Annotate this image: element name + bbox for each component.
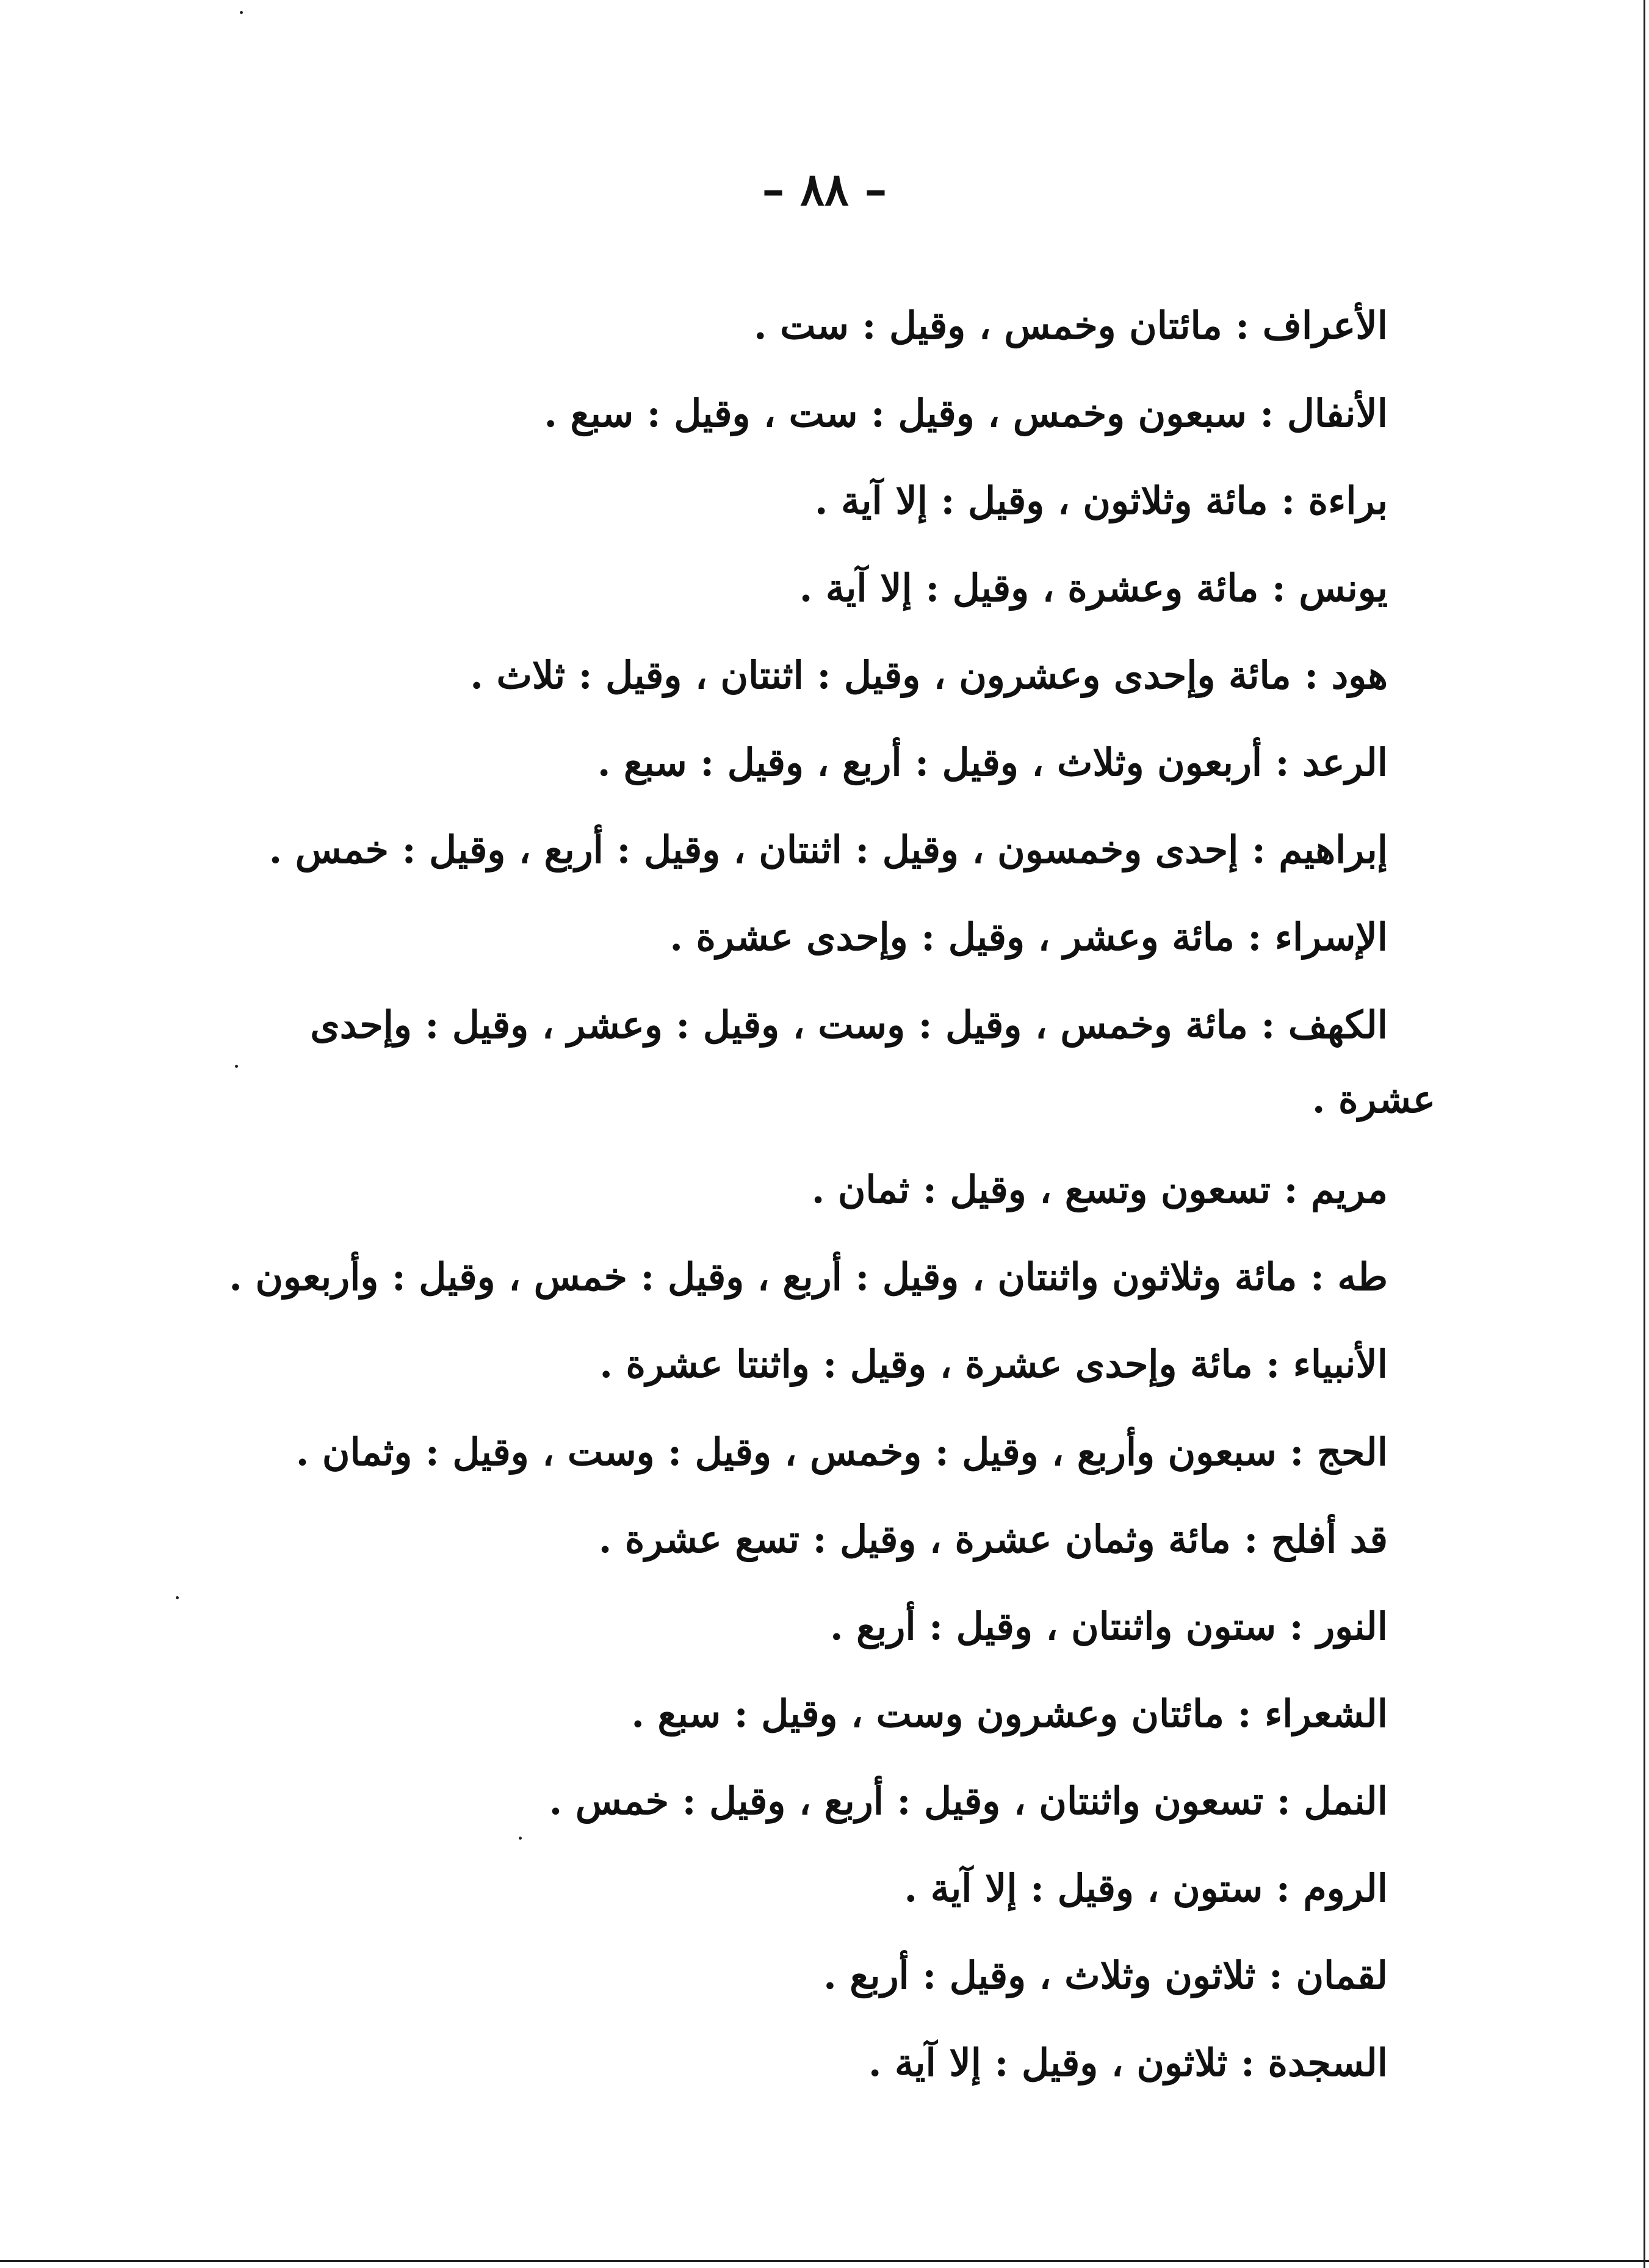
text-line: قد أفلح : مائة وثمان عشرة ، وقيل : تسع عشرة . <box>598 1517 1388 1561</box>
text-line: الأعراف : مائتان وخمس ، وقيل : ست . <box>753 303 1388 348</box>
text-line: لقمان : ثلاثون وثلاث ، وقيل : أربع . <box>823 1953 1388 1998</box>
text-line: الرعد : أربعون وثلاث ، وقيل : أربع ، وقيل : سبع . <box>597 740 1388 785</box>
text-line: النور : ستون واثنتان ، وقيل : أربع . <box>830 1604 1388 1649</box>
text-line: الكهف : مائة وخمس ، وقيل : وست ، وقيل : وعشر ، وقيل : وإحدى <box>310 1003 1388 1047</box>
text-line: إبراهيم : إحدى وخمسون ، وقيل : اثنتان ، وقيل : أربع ، وقيل : خمس . <box>269 827 1388 872</box>
text-line: النمل : تسعون واثنتان ، وقيل : أربع ، وقيل : خمس . <box>549 1779 1388 1823</box>
text-line: الإسراء : مائة وعشر ، وقيل : وإحدى عشرة . <box>669 915 1388 959</box>
text-line: السجدة : ثلاثون ، وقيل : إلا آية . <box>868 2040 1388 2085</box>
text-line: طه : مائة وثلاثون واثنتان ، وقيل : أربع ، وقيل : خمس ، وقيل : وأربعون . <box>229 1255 1388 1299</box>
text-line: الحج : سبعون وأربع ، وقيل : وخمس ، وقيل : وست ، وقيل : وثمان . <box>295 1430 1388 1474</box>
text-line: الروم : ستون ، وقيل : إلا آية . <box>904 1866 1388 1910</box>
text-line: براءة : مائة وثلاثون ، وقيل : إلا آية . <box>814 478 1388 523</box>
text-line: الأنبياء : مائة وإحدى عشرة ، وقيل : واثنتا عشرة . <box>599 1342 1388 1386</box>
text-line: الشعراء : مائتان وعشرون وست ، وقيل : سبع . <box>631 1691 1388 1736</box>
text-line: مريم : تسعون وتسع ، وقيل : ثمان . <box>811 1167 1388 1212</box>
text-line: عشرة . <box>1312 1077 1435 1121</box>
text-line: هود : مائة وإحدى وعشرون ، وقيل : اثنتان ، وقيل : ثلاث . <box>470 653 1388 697</box>
page-number: – ٨٨ – <box>762 164 887 216</box>
text-line: يونس : مائة وعشرة ، وقيل : إلا آية . <box>799 566 1388 610</box>
text-line: الأنفال : سبعون وخمس ، وقيل : ست ، وقيل : سبع . <box>544 391 1388 436</box>
